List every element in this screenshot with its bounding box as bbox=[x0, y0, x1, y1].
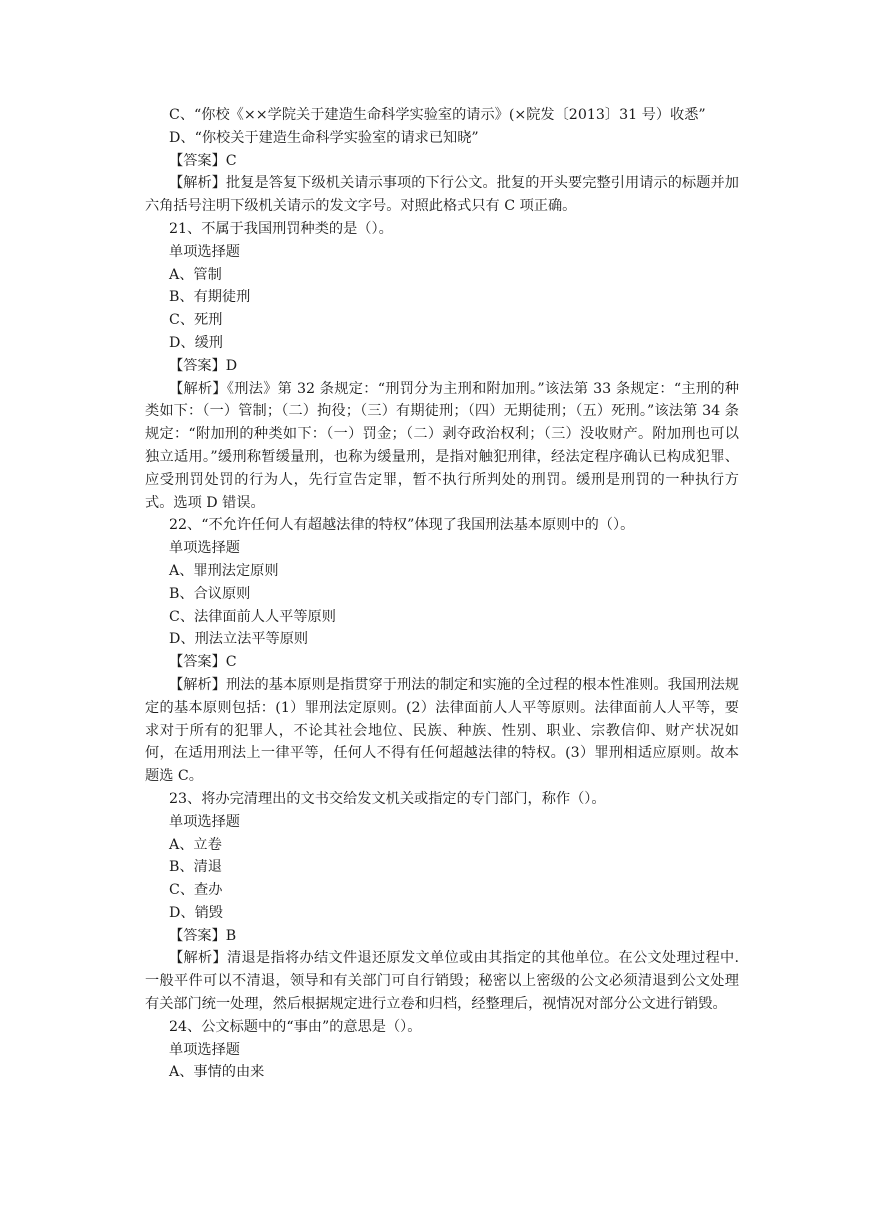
answer: 【答案】C bbox=[169, 152, 237, 169]
option-d: D、“你校关于建造生命科学实验室的请求已知晓” bbox=[169, 129, 479, 146]
option-d: D、刑法立法平等原则 bbox=[169, 631, 309, 648]
question-stem: 24、公文标题中的“事由”的意思是（）。 bbox=[169, 1018, 422, 1035]
option-b: B、有期徒刑 bbox=[169, 289, 251, 306]
question-type: 单项选择题 bbox=[169, 813, 240, 830]
option-c: C、查办 bbox=[169, 882, 223, 899]
question-type: 单项选择题 bbox=[169, 1041, 240, 1058]
answer: 【答案】C bbox=[169, 654, 237, 671]
question-stem: 23、将办完清理出的文书交给发文机关或指定的专门部门，称作（）。 bbox=[169, 790, 606, 807]
question-type: 单项选择题 bbox=[169, 540, 240, 557]
analysis: 【解析】刑法的基本原则是指贯穿于刑法的制定和实施的全过程的根本性准则。我国刑法规定的基本原则包括：(1）罪刑法定原则。(2）法律面前人人平等原则。法律面前人人平等，要求对于所有的犯罪人，不论其社会地位、民族、种族、性别、职业、宗教信仰、财产状况如何，在适用刑法上一律平等，任何人不得有任何超越法律的特权。(3）罪刑相适应原则。故本题选 C。 bbox=[145, 676, 739, 785]
option-a: A、立卷 bbox=[169, 836, 222, 853]
option-b: B、合议原则 bbox=[169, 585, 251, 602]
option-a: A、罪刑法定原则 bbox=[169, 562, 279, 579]
analysis: 【解析】清退是指将办结文件退还原发文单位或由其指定的其他单位。在公文处理过程中.一般平件可以不清退，领导和有关部门可自行销毁；秘密以上密级的公文必须清退到公文处理有关部门统一处理，然后根据规定进行立卷和归档，经整理后，视情况对部分公文进行销毁。 bbox=[145, 950, 739, 1013]
answer: 【答案】B bbox=[169, 927, 237, 944]
analysis: 【解析】《刑法》第 32 条规定：“刑罚分为主刑和附加刑。”该法第 33 条规定：“主刑的种类如下：（一）管制；（二）拘役；（三）有期徒刑；（四）无期徒刑；（五）死刑。”该法第 34 条规定：“附加刑的种类如下：（一）罚金；（二）剥夺政治权利；（三）没收财产。附加刑也可以独立适用。”缓刑称暂缓量刑，也称为缓量刑，是指对触犯刑律，经法定程序确认已构成犯罪、应受刑罚处罚的行为人，先行宣告定罪，暂不执行所判处的刑罚。缓刑是刑罚的一种执行方式。选项 D 错误。 bbox=[145, 380, 739, 511]
option-a: A、管制 bbox=[169, 266, 222, 283]
option-c: C、法律面前人人平等原则 bbox=[169, 608, 336, 625]
option-d: D、缓刑 bbox=[169, 334, 223, 351]
option-a: A、事情的由来 bbox=[169, 1064, 265, 1081]
option-c: C、死刑 bbox=[169, 312, 223, 329]
question-type: 单项选择题 bbox=[169, 243, 240, 260]
option-b: B、清退 bbox=[169, 859, 222, 876]
question-stem: 21、不属于我国刑罚种类的是（）。 bbox=[169, 220, 393, 237]
question-stem: 22、“不允许任何人有超越法律的特权”体现了我国刑法基本原则中的（）。 bbox=[169, 517, 635, 534]
option-c: C、“你校《××学院关于建造生命科学实验室的请示》(×院发〔2013〕31 号）收悉” bbox=[169, 107, 706, 123]
document-page bbox=[145, 104, 739, 1084]
option-d: D、销毁 bbox=[169, 904, 223, 921]
analysis: 【解析】批复是答复下级机关请示事项的下行公文。批复的开头要完整引用请示的标题并加六角括号注明下级机关请示的发文字号。对照此格式只有 C 项正确。 bbox=[145, 175, 739, 215]
answer: 【答案】D bbox=[169, 357, 238, 374]
